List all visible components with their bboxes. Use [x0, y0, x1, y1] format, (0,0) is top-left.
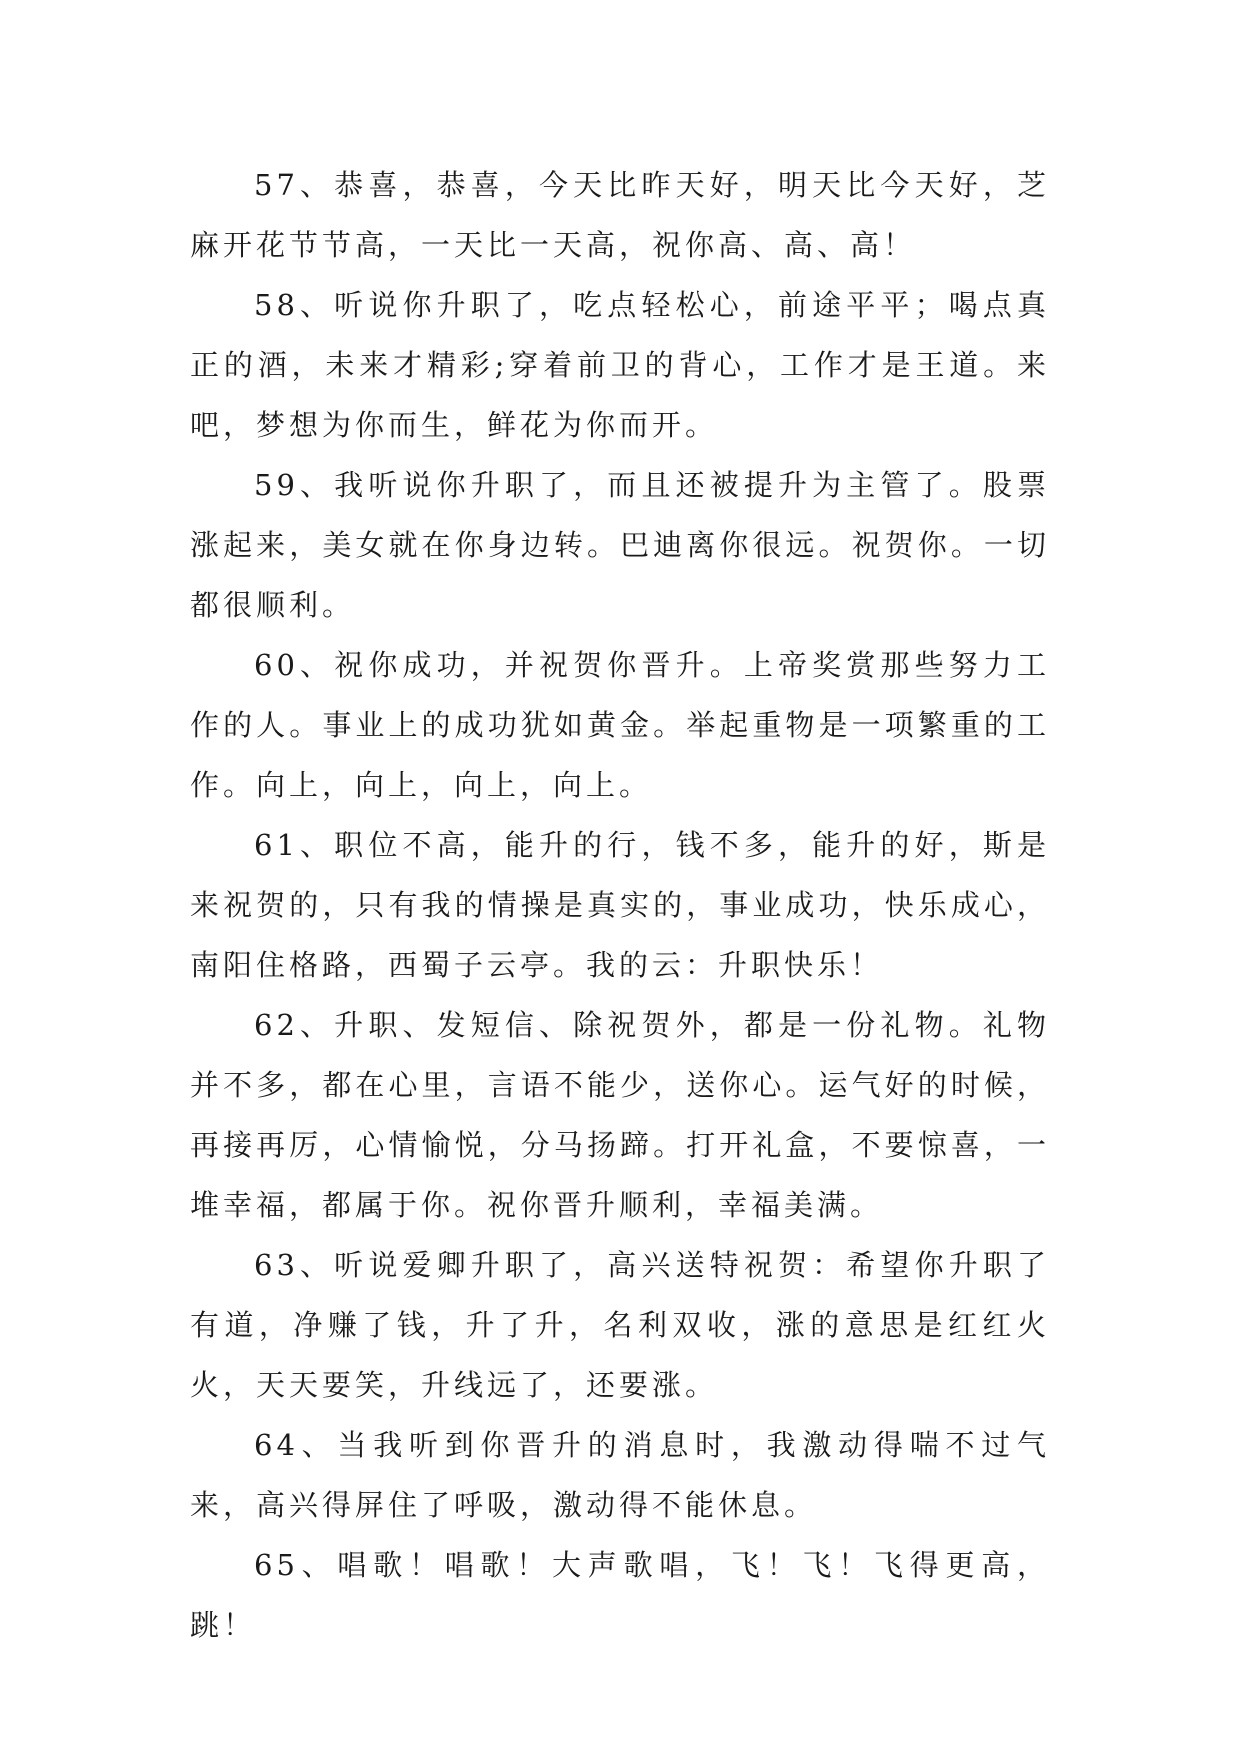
- paragraph-61: 61、职位不高，能升的行，钱不多，能升的好，斯是来祝贺的，只有我的情操是真实的，事业成功，快乐成心，南阳住格路，西蜀子云亭。我的云：升职快乐！: [190, 828, 1050, 982]
- paragraph-59: 59、我听说你升职了，而且还被提升为主管了。股票涨起来，美女就在你身边转。巴迪离你很远。祝贺你。一切都很顺利。: [190, 468, 1050, 622]
- paragraph-60: 60、祝你成功，并祝贺你晋升。上帝奖赏那些努力工作的人。事业上的成功犹如黄金。举起重物是一项繁重的工作。向上，向上，向上，向上。: [190, 648, 1050, 802]
- paragraph-58: 58、听说你升职了，吃点轻松心，前途平平；喝点真正的酒，未来才精彩;穿着前卫的背心，工作才是王道。来吧，梦想为你而生，鲜花为你而开。: [190, 288, 1050, 442]
- paragraph-64: 64、当我听到你晋升的消息时，我激动得喘不过气来，高兴得屏住了呼吸，激动得不能休息。: [190, 1428, 1050, 1522]
- paragraph-62: 62、升职、发短信、除祝贺外，都是一份礼物。礼物并不多，都在心里，言语不能少，送你心。运气好的时候，再接再厉，心情愉悦，分马扬蹄。打开礼盒，不要惊喜，一堆幸福，都属于你。祝你晋升顺利，幸福美满。: [190, 1008, 1050, 1222]
- document-body: [190, 155, 1050, 1655]
- paragraph-57: 57、恭喜，恭喜，今天比昨天好，明天比今天好，芝麻开花节节高，一天比一天高，祝你高、高、高！: [190, 168, 1050, 262]
- paragraph-63: 63、听说爱卿升职了，高兴送特祝贺：希望你升职了有道，净赚了钱，升了升，名利双收，涨的意思是红红火火，天天要笑，升线远了，还要涨。: [190, 1248, 1050, 1402]
- paragraph-65: 65、唱歌！唱歌！大声歌唱，飞！飞！飞得更高，跳！: [190, 1548, 1050, 1642]
